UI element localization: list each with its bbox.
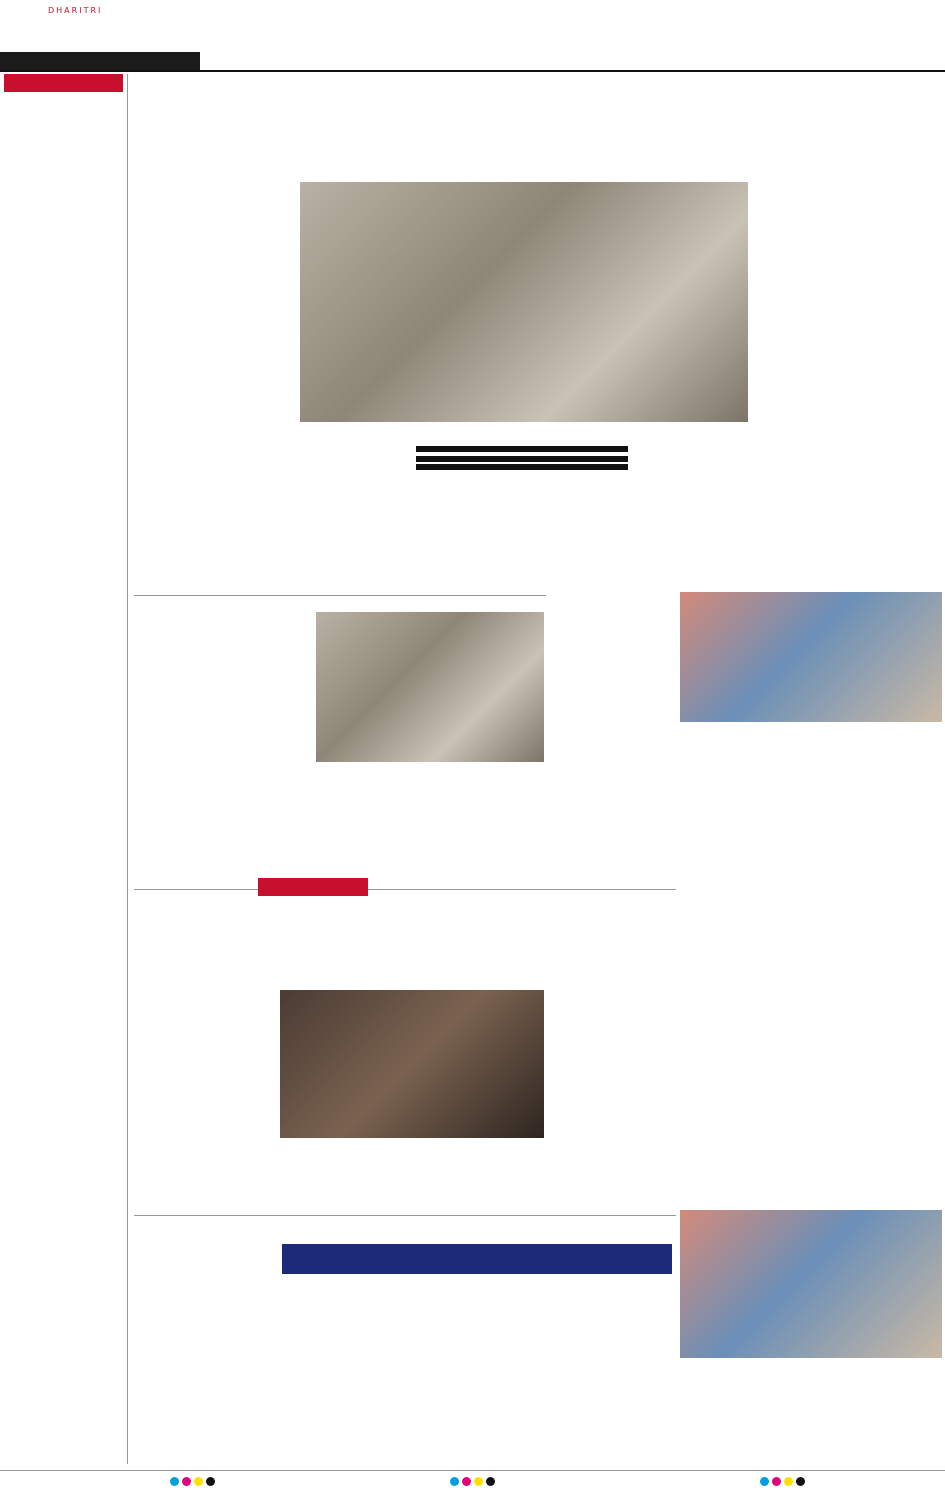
footer-strip — [0, 1470, 945, 1492]
brief-headline — [0, 1200, 127, 1242]
lead-box-body — [630, 440, 750, 540]
story4-body-col — [680, 738, 942, 914]
story2-photo — [316, 612, 544, 762]
story7-body — [134, 1280, 676, 1462]
story2-headline — [134, 542, 546, 596]
top-story-body — [530, 4, 865, 66]
story2-body-col — [134, 602, 310, 842]
story3-body-col — [548, 582, 676, 842]
story5-byline-wrap — [134, 878, 256, 894]
lead-body-b — [300, 440, 414, 540]
story8-headline — [680, 1158, 942, 1206]
brief-headline — [0, 96, 127, 138]
lead-photo-caption — [300, 422, 748, 436]
story8-body — [680, 1374, 942, 1464]
logo-subtitle: DHARITRI — [48, 6, 103, 15]
story8-photo — [680, 1210, 942, 1358]
masthead-rule — [0, 70, 945, 72]
brief-item — [0, 1200, 127, 1442]
lead-highlights-box — [416, 446, 628, 508]
story5-photo — [280, 990, 544, 1138]
story4-headline — [680, 542, 942, 586]
registration-marks-left — [170, 1477, 215, 1486]
story6-headline — [680, 914, 942, 958]
section-tag — [4, 74, 123, 92]
story7-headline — [134, 1158, 676, 1216]
brief-body — [0, 1242, 127, 1442]
story4-photo — [680, 592, 942, 722]
story3-headline — [548, 542, 676, 582]
teaser — [200, 4, 530, 60]
story7-banner — [282, 1244, 672, 1274]
highlights-title — [416, 446, 628, 452]
story4-photo-caption — [680, 722, 942, 736]
lead-body-col — [134, 178, 298, 478]
story8-photo-caption — [680, 1358, 942, 1372]
highlights-point — [416, 456, 628, 462]
lead-photo — [300, 182, 748, 422]
brief-body — [0, 560, 127, 1200]
story5-kicker — [258, 878, 368, 896]
story5-photo-caption — [280, 1138, 544, 1152]
story6-body-col — [680, 962, 942, 1152]
brief-item — [0, 518, 127, 1200]
brief-headline — [0, 518, 127, 560]
registration-marks-right — [760, 1477, 805, 1486]
brief-item — [0, 96, 127, 518]
registration-marks-center — [450, 1477, 495, 1486]
story5-body — [134, 898, 548, 986]
page-number — [870, 4, 940, 44]
highlights-point — [416, 464, 628, 470]
lead-sidebar — [752, 158, 940, 508]
dateline — [0, 52, 200, 70]
brief-body — [0, 138, 127, 518]
left-briefs-column — [0, 74, 128, 1464]
story2-photo-caption — [316, 762, 544, 776]
masthead-logo — [8, 6, 193, 52]
story7-byline-wrap — [134, 1222, 274, 1238]
